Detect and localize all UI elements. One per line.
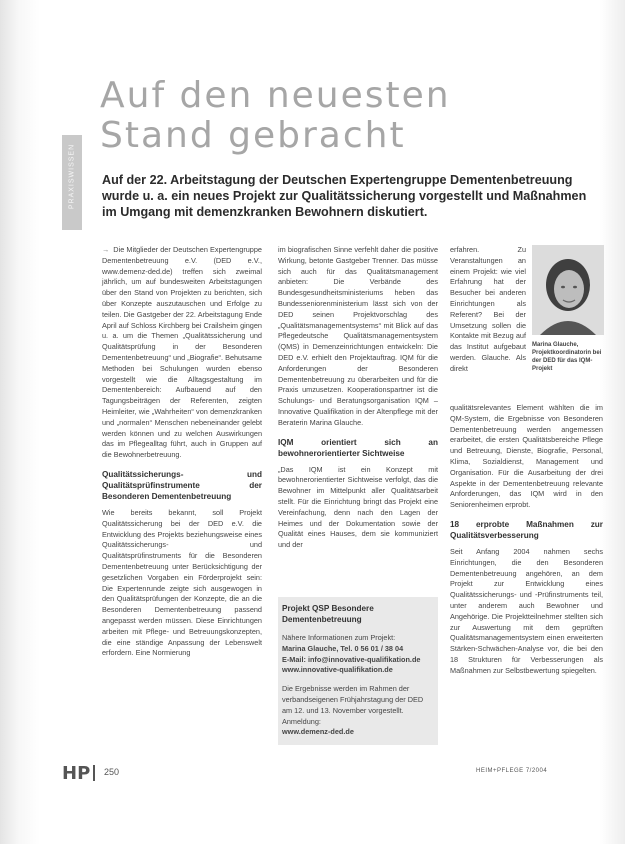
logo-divider [93, 765, 95, 781]
col3-subheading: 18 erprobte Maßnahmen zur Qualitätsverbesserung [450, 519, 603, 540]
info-box-web-link-2[interactable]: www.demenz-ded.de [282, 727, 354, 737]
col3-paragraph-1: erfahren. Zu Veranstaltungen an einem Projekt: wie viel Erfahrung hat der Besucher bei anderen Einrichtungen als Referent? Bei der Umsetzung sollen die Kontakte mit Bezug auf das Institut aufgebaut werden. Glauche. Als direkt [450, 245, 526, 373]
col1-paragraph-1 [102, 245, 262, 461]
info-box-title: Projekt QSP Besondere Dementenbetreuung [282, 604, 374, 624]
journal-name: HEIM+PFLEGE 7/2004 [476, 768, 548, 774]
info-box-intro: Nähere Informationen zum Projekt: [282, 633, 396, 642]
info-box-email[interactable]: E-Mail: info@innovative-qualifikation.de [282, 654, 421, 664]
text-column-2 [278, 245, 438, 555]
col3-paragraph-3: Seit Anfang 2004 nahmen sechs Einrichtungen, die den Besonderen Dementenbetreuung angehören, an dem Projekt zur Entwicklung eines Qualitätssicherungs- und -Prüfinstruments teil, unter anderem auch Bewohner und Angehörige. Die Projektteilnehmer stellten sich zur Auswertung mit dem geprüften Qualitätsmanagementsystem einen erweiterten Stärken-Schwächen-Analyse vor, die bei den 18 Strukturen für Verbesserungen als Maßnahmen zur Selbstbewertung spiegelten. [450, 546, 603, 675]
title-line-2: Stand gebracht [100, 115, 406, 156]
section-tab-label: PRAXISWISSEN [68, 143, 76, 210]
page-number: 250 [104, 767, 120, 777]
text-column-1 [102, 245, 262, 663]
col1-paragraph-2: Wie bereits bekannt, soll Projekt Qualitätssicherung bei der DED e.V. die Entwicklung des Projekts beziehungsweise eines Qualitätssicherungs- und Qualitätsprüfinstruments für die Besonderen Dementenbetreuung unter Berücksichtigung der gesetzlichen Vorgaben ein Förderprojekt sein: Die Expertenrunde zeigte sich ausgewogen in den Qualitätsprüfungen der Konzepte, die an die Besonderen Dementenbetreuung passend angepasst werden müssen. Diese Einrichtungen arbeiten mit Pflege- und Betreuungskonzepten, die eine ständige Anpassung der Lebenswelt erfordern. Eine Normierung [102, 507, 262, 658]
photo-caption: Marina Glauche, Projektkoordinatorin bei der DED für das IQM-Projekt [532, 342, 602, 372]
title-line-1: Auf den neuesten [100, 75, 451, 116]
text-column-3-top [450, 245, 526, 379]
info-box-web-link[interactable]: www.innovative-qualifikation.de [282, 665, 393, 675]
col1-subheading: Qualitätssicherungs- und Qualitätsprüfinstrumente der Besonderen Dementenbetreuung [102, 469, 262, 501]
col1-paragraph-1-text: Die Mitglieder der Deutschen Expertengruppe Dementenbetreuung e.V. (DED e.V., www.demenz-ded.de) treffen sich zweimal jährlich, um auf bundesweiten Arbeitstagungen über den Stand von Projekten zu berichten, sich über Konzepte auszutauschen und Erfolge zu teilen. Die Gastgeber der 22. Arbeitstagung Ende April auf Schloss Kirchberg bei Crailsheim gingen u. a. um die Themen „Qualitätssicherung und Qualitätsprüfung in der Besonderen Dementenbetreuung“ und „Biografie“. Behutsame Methoden bei Schulungen wurden ebenso vorgestellt wie die Alltagsgestaltung im Dementenbereich: Aufbauend auf den Tagungsbeiträgen der Referenten, zeigten Heimleiter, wie „Wahrheiten“ von demenzkranken und „normalen“ Menschen nebeneinander gelebt werden können und zu welchen Auswirkungen das im Pflegealltag führt, auch in Gruppen auf die Bewohnerbetreuung. [102, 245, 262, 460]
info-box [278, 597, 438, 745]
info-box-text [282, 633, 432, 738]
col2-subheading: IQM orientiert sich an bewohnerorientierter Sichtweise [278, 437, 438, 458]
col3-paragraph-2: qualitätsrelevantes Element wählten die im QM-System, die Ergebnisse von Besonderen Dementenbetreuung werden angemessen erarbeitet, die ersten Qualitätsbereiche Pflege und Betreuung, Dienste, Biografie, Personal, Klima, Sozialdienst, Management und Organisation. Für die Ausarbeitung der drei Aspekte in der Dementenbetreuung relevante Anforderungen, das IQM wird in den Seniorenheimen erprobt. [450, 403, 603, 510]
article-lead: Auf der 22. Arbeitstagung der Deutschen Expertengruppe Dementenbetreuung wurde u. a. ein neues Projekt zur Qualitätssicherung vorgestellt und Maßnahmen im Umgang mit demenzkranken Bewohnern diskutiert. [102, 173, 587, 219]
magazine-logo [62, 763, 98, 784]
portrait-image [532, 245, 604, 335]
arrow-icon: → [102, 245, 110, 254]
info-box-contact: Marina Glauche, Tel. 0 56 01 / 38 04 [282, 643, 404, 653]
col2-paragraph-2: „Das IQM ist ein Konzept mit bewohnerorientierter Sichtweise verfolgt, das die Bewohner im Mittelpunkt aller Qualitätsarbeit stellt. Für die Einrichtung bringt das Projekt eine Vereinfachung, denn nach den Lagen der Heimes und der Dokumentation sowie der Qualität eines Hauses, dem sie kommuniziert und der [278, 464, 438, 550]
magazine-logo-text: HP [62, 763, 91, 784]
col2-paragraph-1: im biografischen Sinne verfehlt daher die positive Wirkung, betonte Gastgeber Trenner. Das müsse sich auch für das Qualitätsmanagement anbieten: Die Verbände des Bundesgesundheitsministeriums heben das Bundesseniorenministerium lässt sich von der DED seinen Projektvorschlag des „Qualitätsmanagementsystems“ mit Blick auf das Pflegedeutsche Qualitätsmanagementsystem (QMS) in Demenzeinrichtungen entwickeln: Die DED e.V. erhielt den Projektauftrag. IQM für die Anforderungen der Besonderen Dementenbetreuung zu überarbeiten und für die Praxis umzusetzen. Kooperationspartner ist die Schulungs- und Beratungsorganisation IQM – Innovative Qualifikation in der Altenpflege mit der Beraterin Marina Glauche. [278, 245, 438, 427]
article-title [100, 76, 500, 156]
info-box-results: Die Ergebnisse werden im Rahmen der verbandseigenen Frühjahrstagung der DED am 12. und 13. November vorgestellt. Anmeldung: [282, 684, 424, 726]
text-column-3 [450, 403, 603, 681]
portrait-photo [532, 245, 604, 335]
section-tab [62, 135, 82, 230]
